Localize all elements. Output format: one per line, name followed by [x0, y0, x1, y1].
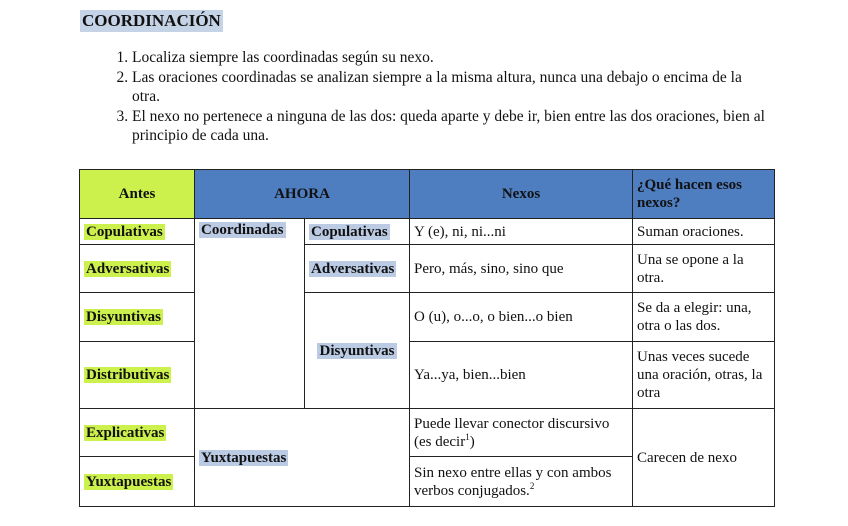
header-nexos: Nexos	[410, 170, 633, 219]
nexos-copulativas: Y (e), ni, ni...ni	[410, 219, 633, 245]
ahora-copulativas: Copulativas	[311, 223, 388, 240]
nexos-adversativas: Pero, más, sino, sino que	[410, 245, 633, 293]
rule-item: 2. Las oraciones coordinadas se analizan siempre a la misma altura, nunca una debajo o encima de la otra.	[132, 68, 772, 107]
header-antes: Antes	[80, 170, 195, 219]
nexos-explicativas-cell: Puede llevar conector discursivo (es decir$^1$)	[410, 409, 633, 457]
antes-explicativas: Explicativas	[86, 424, 165, 441]
rules-list	[105, 48, 772, 146]
footnote-2: 2	[529, 480, 535, 491]
footnote-1: 1	[465, 431, 470, 442]
antes-yuxtapuestas: Yuxtapuestas	[86, 473, 172, 490]
ahora-coordinadas: Coordinadas	[201, 222, 284, 238]
table-row	[80, 342, 775, 409]
nexos-explicativas: Puede llevar conector discursivo (es decir	[414, 415, 610, 450]
table-row	[80, 293, 775, 342]
funcion-distributivas: Unas veces sucede una oración, otras, la otra	[633, 342, 775, 409]
funcion-adversativas: Una se opone a la otra.	[633, 245, 775, 293]
rule-item: 1. Localiza siempre las coordinadas según su nexo.	[132, 48, 772, 68]
table-row	[80, 245, 775, 293]
nexos-disyuntivas: O (u), o...o, o bien...o bien	[410, 293, 633, 342]
funcion-copulativas: Suman oraciones.	[633, 219, 775, 245]
funcion-yuxtapuestas: Carecen de nexo	[633, 409, 775, 507]
header-que-hacen: ¿Qué hacen esos nexos?	[633, 170, 775, 219]
rule-item: 3. El nexo no pertenece a ninguna de las dos: queda aparte y debe ir, bien entre las dos oraciones, bien al principio de cada una.	[132, 107, 772, 146]
nexos-yuxtapuestas-cell	[410, 457, 633, 507]
antes-copulativas: Copulativas	[86, 223, 163, 240]
coordination-table	[79, 169, 775, 507]
header-ahora: AHORA	[195, 170, 410, 219]
ahora-yuxtapuestas: Yuxtapuestas	[201, 449, 287, 466]
funcion-disyuntivas: Se da a elegir: una, otra o las dos.	[633, 293, 775, 342]
table-row	[80, 409, 775, 457]
nexos-distributivas: Ya...ya, bien...bien	[410, 342, 633, 409]
antes-distributivas: Distributivas	[86, 367, 170, 383]
table-header-row	[80, 170, 775, 219]
nexos-yuxtapuestas: Sin nexo entre ellas y con ambos verbos conjugados.	[414, 464, 612, 499]
document-title: COORDINACIÓN	[82, 11, 221, 30]
antes-disyuntivas: Disyuntivas	[86, 309, 162, 325]
table-row	[80, 219, 775, 245]
ahora-adversativas: Adversativas	[311, 260, 395, 277]
antes-adversativas: Adversativas	[86, 260, 170, 277]
ahora-disyuntivas: Disyuntivas	[319, 342, 395, 359]
